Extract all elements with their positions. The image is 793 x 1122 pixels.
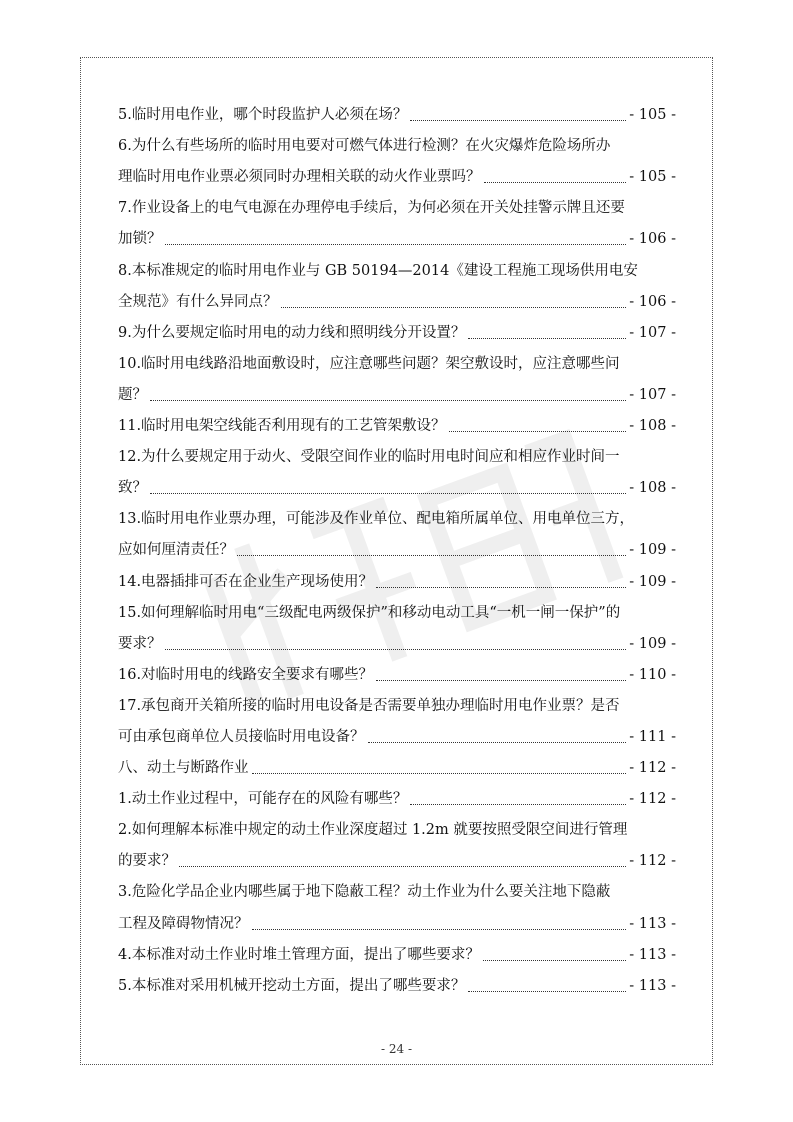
dot-leader bbox=[376, 587, 626, 588]
toc-entry-line bbox=[118, 98, 676, 129]
dot-leader bbox=[376, 680, 626, 681]
dot-leader bbox=[468, 991, 626, 992]
dot-leader bbox=[165, 649, 627, 650]
toc-entry-line bbox=[118, 533, 676, 564]
toc-page-number: - 106 - bbox=[629, 231, 676, 248]
toc-page-number: - 113 - bbox=[629, 946, 676, 963]
toc-entry-text: 理临时用电作业票必须同时办理相关联的动火作业票吗？ bbox=[118, 169, 481, 186]
toc-entry-line bbox=[118, 720, 676, 751]
toc-entry-line bbox=[118, 129, 676, 160]
dot-leader bbox=[150, 493, 626, 494]
toc-entry-line bbox=[118, 347, 676, 378]
toc-entry-text: 1.动土作业过程中，可能存在的风险有哪些？ bbox=[118, 791, 408, 808]
toc-entry-text: 11.临时用电架空线能否利用现有的工艺管架敷设？ bbox=[118, 418, 446, 435]
toc-entry-text: 16.对临时用电的线路安全要求有哪些？ bbox=[118, 666, 374, 683]
toc-entry-text: 3.危险化学品企业内哪些属于地下隐蔽工程？动土作业为什么要关注地下隐蔽 bbox=[118, 884, 611, 901]
toc-entry-line bbox=[118, 191, 676, 222]
toc-entry-line bbox=[118, 378, 676, 409]
toc-entry-text: 的要求？ bbox=[118, 853, 176, 870]
toc-entry-text: 应如何厘清责任？ bbox=[118, 542, 234, 559]
dot-leader bbox=[237, 555, 626, 556]
toc-page-number: - 113 - bbox=[629, 915, 676, 932]
toc-page-number: - 105 - bbox=[629, 107, 676, 124]
toc-entry-text: 5.临时用电作业，哪个时段监护人必须在场？ bbox=[118, 107, 408, 124]
toc-entry-text: 要求？ bbox=[118, 635, 162, 652]
toc-entry-text: 加锁？ bbox=[118, 231, 162, 248]
dot-leader bbox=[484, 182, 627, 183]
toc-entry-line bbox=[118, 409, 676, 440]
toc-entry-text: 致？ bbox=[118, 480, 147, 497]
toc-entry-line bbox=[118, 906, 676, 937]
dot-leader bbox=[252, 929, 627, 930]
toc-entry-text: 5.本标准对采用机械开挖动土方面，提出了哪些要求？ bbox=[118, 977, 466, 994]
toc-entry-text: 2.如何理解本标准中规定的动土作业深度超过 1.2m 就要按照受限空间进行管理 bbox=[118, 822, 628, 839]
toc-entry-line bbox=[118, 564, 676, 595]
toc-entry-line bbox=[118, 938, 676, 969]
dot-leader bbox=[449, 431, 627, 432]
dot-leader bbox=[281, 307, 627, 308]
toc-entry-text: 6.为什么有些场所的临时用电要对可燃气体进行检测？在火灾爆炸危险场所办 bbox=[118, 138, 611, 155]
toc-entry-text: 10.临时用电线路沿地面敷设时，应注意哪些问题？架空敷设时，应注意哪些问 bbox=[118, 355, 620, 372]
toc-entry-line bbox=[118, 502, 676, 533]
toc-page-number: - 110 - bbox=[629, 666, 676, 683]
toc-entry-line bbox=[118, 969, 676, 1000]
dot-leader bbox=[150, 400, 626, 401]
toc-entry-line bbox=[118, 627, 676, 658]
toc-entry-text: 14.电器插排可否在企业生产现场使用？ bbox=[118, 573, 374, 590]
toc-page-number: - 107 - bbox=[629, 324, 676, 341]
page-number: - 24 - bbox=[380, 1042, 412, 1056]
toc-entry-text: 7.作业设备上的电气电源在办理停电手续后，为何必须在开关处挂警示牌且还要 bbox=[118, 200, 625, 217]
toc-entry-text: 13.临时用电作业票办理，可能涉及作业单位、配电箱所属单位、用电单位三方， bbox=[118, 511, 635, 528]
toc-entry-line bbox=[118, 160, 676, 191]
toc-entry-line bbox=[118, 751, 676, 782]
toc-page-number: - 112 - bbox=[629, 853, 676, 870]
toc-entry-line bbox=[118, 658, 676, 689]
table-of-contents bbox=[118, 98, 676, 1000]
toc-page-number: - 107 - bbox=[629, 386, 676, 403]
toc-entry-line bbox=[118, 471, 676, 502]
toc-page-number: - 109 - bbox=[629, 542, 676, 559]
toc-entry-line bbox=[118, 875, 676, 906]
toc-entry-text: 全规范》有什么异同点？ bbox=[118, 293, 278, 310]
toc-page-number: - 109 - bbox=[629, 635, 676, 652]
toc-entry-text: 12.为什么要规定用于动火、受限空间作业的临时用电时间应和相应作业时间一 bbox=[118, 449, 620, 466]
toc-entry-text: 4.本标准对动土作业时堆土管理方面，提出了哪些要求？ bbox=[118, 946, 480, 963]
toc-entry-line bbox=[118, 813, 676, 844]
dot-leader bbox=[483, 960, 626, 961]
toc-entry-line bbox=[118, 316, 676, 347]
dot-leader bbox=[468, 338, 626, 339]
toc-page-number: - 105 - bbox=[629, 169, 676, 186]
toc-page-number: - 111 - bbox=[629, 728, 676, 745]
dot-leader bbox=[410, 804, 626, 805]
toc-entry-text: 9.为什么要规定临时用电的动力线和照明线分开设置？ bbox=[118, 324, 466, 341]
toc-page-number: - 113 - bbox=[629, 977, 676, 994]
toc-page-number: - 112 - bbox=[629, 791, 676, 808]
toc-entry-line bbox=[118, 596, 676, 627]
toc-entry-text: 15.如何理解临时用电“三级配电两级保护”和移动电动工具“一机一闸一保护”的 bbox=[118, 604, 621, 621]
toc-entry-text: 八、动土与断路作业 bbox=[118, 760, 249, 777]
toc-page-number: - 108 - bbox=[629, 418, 676, 435]
dot-leader bbox=[410, 120, 626, 121]
dot-leader bbox=[165, 244, 627, 245]
toc-entry-line bbox=[118, 285, 676, 316]
toc-entry-line bbox=[118, 253, 676, 284]
toc-entry-line bbox=[118, 440, 676, 471]
dot-leader bbox=[252, 773, 627, 774]
toc-page-number: - 106 - bbox=[629, 293, 676, 310]
toc-entry-text: 可由承包商单位人员接临时用电设备？ bbox=[118, 728, 365, 745]
toc-entry-text: 工程及障碍物情况？ bbox=[118, 915, 249, 932]
toc-entry-line bbox=[118, 222, 676, 253]
toc-entry-line bbox=[118, 689, 676, 720]
toc-page-number: - 108 - bbox=[629, 480, 676, 497]
dot-leader bbox=[368, 742, 627, 743]
toc-entry-line bbox=[118, 844, 676, 875]
dot-leader bbox=[179, 866, 626, 867]
toc-page-number: - 109 - bbox=[629, 573, 676, 590]
toc-page-number: - 112 - bbox=[629, 760, 676, 777]
toc-entry-text: 17.承包商开关箱所接的临时用电设备是否需要单独办理临时用电作业票？是否 bbox=[118, 697, 620, 714]
toc-entry-line bbox=[118, 782, 676, 813]
toc-entry-text: 8.本标准规定的临时用电作业与 GB 50194—2014《建设工程施工现场供用电安 bbox=[118, 262, 638, 279]
toc-entry-text: 题？ bbox=[118, 386, 147, 403]
